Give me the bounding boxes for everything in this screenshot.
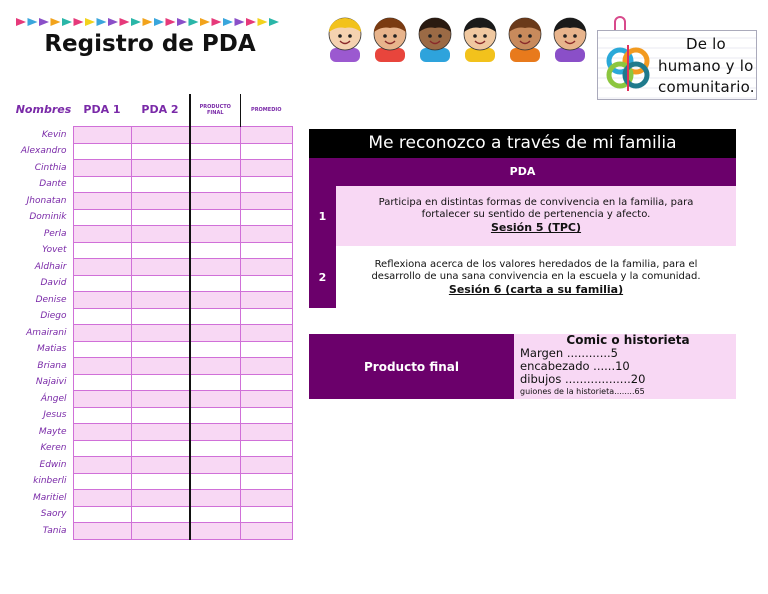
table-row <box>14 358 292 375</box>
criterion-item: encabezado ......10 <box>520 359 630 373</box>
field-badge-line-3: comunitario. <box>658 78 755 96</box>
table-row <box>14 226 292 243</box>
pda-2-cell[interactable] <box>131 523 190 540</box>
final-product-cell[interactable] <box>190 358 240 375</box>
final-product-cell[interactable] <box>190 374 240 391</box>
final-product-cell[interactable] <box>190 341 240 358</box>
topic-panel <box>309 129 736 306</box>
average-cell[interactable] <box>240 341 292 358</box>
triangle-ornament <box>154 18 164 26</box>
column-header-pda-2: PDA 2 <box>141 103 179 116</box>
table-row <box>14 490 292 507</box>
pda-2-cell[interactable] <box>131 226 190 243</box>
pda-1-cell[interactable] <box>73 127 131 144</box>
student-name: Jesus <box>43 410 67 421</box>
topic-title: Me reconozco a través de mi familia <box>309 129 736 158</box>
child-figure <box>554 18 586 62</box>
pda-number: 1 <box>309 186 336 246</box>
table-row <box>14 457 292 474</box>
triangle-ornament <box>235 18 245 26</box>
final-product-cell[interactable] <box>190 176 240 193</box>
average-cell[interactable] <box>240 473 292 490</box>
decorative-triangle-border <box>16 17 286 27</box>
pda-2-cell[interactable] <box>131 473 190 490</box>
table-row <box>14 292 292 309</box>
final-product-cell[interactable] <box>190 127 240 144</box>
average-cell[interactable] <box>240 374 292 391</box>
child-figure <box>464 18 496 62</box>
student-name: Denise <box>35 294 67 305</box>
student-name: Saory <box>40 509 67 520</box>
pda-text: Participa en distintas formas de convivencia en la familia, para fortalecer su sentido de pertenencia y afecto. <box>378 197 694 220</box>
pda-2-cell[interactable] <box>131 341 190 358</box>
average-cell[interactable] <box>240 325 292 342</box>
triangle-ornament <box>120 18 130 26</box>
average-cell[interactable] <box>240 391 292 408</box>
table-row <box>14 424 292 441</box>
column-header-average: PROMEDIO <box>240 94 292 127</box>
criterion-item: Margen ............5 <box>520 346 618 360</box>
pda-1-cell[interactable] <box>73 259 131 276</box>
average-cell[interactable] <box>240 424 292 441</box>
pda-2-cell[interactable] <box>131 374 190 391</box>
student-name: Dominik <box>29 212 67 223</box>
student-name: Edwin <box>39 459 67 470</box>
student-name: Matias <box>36 344 67 355</box>
average-cell[interactable] <box>240 275 292 292</box>
final-product-cell[interactable] <box>190 259 240 276</box>
triangle-ornament <box>85 18 95 26</box>
final-product-cell[interactable] <box>190 242 240 259</box>
student-name: kinberli <box>33 476 67 487</box>
pda-1-cell[interactable] <box>73 358 131 375</box>
table-row <box>14 391 292 408</box>
average-cell[interactable] <box>240 457 292 474</box>
average-cell[interactable] <box>240 358 292 375</box>
child-figure <box>374 18 406 62</box>
table-row <box>14 275 292 292</box>
page-title <box>40 30 260 72</box>
triangle-ornament <box>189 18 199 26</box>
final-product-cell[interactable] <box>190 490 240 507</box>
triangle-ornament <box>74 18 84 26</box>
pda-1-cell[interactable] <box>73 391 131 408</box>
final-product-criteria <box>514 334 736 399</box>
pda-1-cell[interactable] <box>73 424 131 441</box>
student-name: Yovet <box>42 245 67 256</box>
table-row <box>14 176 292 193</box>
average-cell[interactable] <box>240 160 292 177</box>
triangle-ornament <box>223 18 233 26</box>
student-name: David <box>40 278 67 289</box>
final-product-cell[interactable] <box>190 440 240 457</box>
pda-session: Sesión 6 (carta a su familia) <box>448 283 624 296</box>
triangle-ornament <box>97 18 107 26</box>
triangle-ornament <box>108 18 118 26</box>
pda-1-cell[interactable] <box>73 506 131 523</box>
pda-header: PDA <box>309 158 736 186</box>
pda-2-cell[interactable] <box>131 407 190 424</box>
pda-2-cell[interactable] <box>131 242 190 259</box>
table-row <box>14 374 292 391</box>
final-product-cell[interactable] <box>190 473 240 490</box>
pda-session: Sesión 5 (TPC) <box>490 221 582 234</box>
pda-2-cell[interactable] <box>131 127 190 144</box>
triangle-ornament <box>200 18 210 26</box>
pda-row <box>309 246 736 306</box>
field-badge-line-1: De lo <box>686 35 726 53</box>
table-body <box>14 127 292 540</box>
table-row <box>14 209 292 226</box>
student-name: Cinthia <box>34 162 67 173</box>
column-header-names: Nombres <box>15 103 72 117</box>
triangle-ornament <box>246 18 256 26</box>
pda-2-cell[interactable] <box>131 209 190 226</box>
pda-1-cell[interactable] <box>73 143 131 160</box>
table-row <box>14 242 292 259</box>
pda-1-cell[interactable] <box>73 176 131 193</box>
pda-2-cell[interactable] <box>131 490 190 507</box>
final-product-cell[interactable] <box>190 143 240 160</box>
triangle-ornament <box>143 18 153 26</box>
final-product-cell[interactable] <box>190 292 240 309</box>
final-product-cell[interactable] <box>190 325 240 342</box>
student-name: Tania <box>42 525 67 536</box>
table-row <box>14 143 292 160</box>
children-banner-illustration <box>323 10 598 62</box>
average-cell[interactable] <box>240 209 292 226</box>
pda-1-cell[interactable] <box>73 242 131 259</box>
student-name: Alexandro <box>20 146 67 157</box>
pda-2-cell[interactable] <box>131 424 190 441</box>
final-product-cell[interactable] <box>190 226 240 243</box>
criterion-item: guiones de la historieta........65 <box>520 387 645 396</box>
final-product-cell[interactable] <box>190 424 240 441</box>
pda-2-cell[interactable] <box>131 193 190 210</box>
pda-1-cell[interactable] <box>73 523 131 540</box>
pda-1-cell[interactable] <box>73 473 131 490</box>
colorful-knot-logo-icon <box>602 41 654 93</box>
pda-1-cell[interactable] <box>73 209 131 226</box>
student-name: Mayte <box>38 426 67 437</box>
triangle-ornament <box>39 18 49 26</box>
triangle-ornament <box>62 18 72 26</box>
final-product-box <box>309 334 736 399</box>
average-cell[interactable] <box>240 242 292 259</box>
average-cell[interactable] <box>240 143 292 160</box>
table-row <box>14 523 292 540</box>
pda-2-cell[interactable] <box>131 160 190 177</box>
student-name: Kevin <box>41 129 67 140</box>
final-product-cell[interactable] <box>190 308 240 325</box>
pda-1-cell[interactable] <box>73 193 131 210</box>
student-grade-table <box>14 94 293 540</box>
triangle-ornament <box>28 18 38 26</box>
triangle-ornament <box>166 18 176 26</box>
table-row <box>14 506 292 523</box>
triangle-ornament <box>258 18 268 26</box>
final-product-cell[interactable] <box>190 506 240 523</box>
pda-2-cell[interactable] <box>131 275 190 292</box>
final-product-heading: Comic o historieta <box>566 333 690 347</box>
pda-1-cell[interactable] <box>73 308 131 325</box>
triangle-ornament <box>269 18 279 26</box>
student-name: Diego <box>40 311 67 322</box>
final-product-cell[interactable] <box>190 160 240 177</box>
final-product-label: Producto final <box>309 334 514 399</box>
pda-description <box>336 186 736 246</box>
page-title-text: Registro de PDA <box>44 31 256 57</box>
pda-2-cell[interactable] <box>131 391 190 408</box>
pda-2-cell[interactable] <box>131 440 190 457</box>
average-cell[interactable] <box>240 292 292 309</box>
student-name: Keren <box>40 443 67 454</box>
field-badge <box>597 16 757 100</box>
pda-row <box>309 186 736 246</box>
student-name: Amairani <box>26 327 67 338</box>
pda-2-cell[interactable] <box>131 457 190 474</box>
average-cell[interactable] <box>240 490 292 507</box>
table-row <box>14 407 292 424</box>
average-cell[interactable] <box>240 523 292 540</box>
pda-1-cell[interactable] <box>73 226 131 243</box>
average-cell[interactable] <box>240 407 292 424</box>
child-figure <box>509 18 541 62</box>
student-name: Dante <box>39 179 67 190</box>
pda-1-cell[interactable] <box>73 457 131 474</box>
average-cell[interactable] <box>240 259 292 276</box>
table-row <box>14 341 292 358</box>
final-product-cell[interactable] <box>190 275 240 292</box>
final-product-cell[interactable] <box>190 407 240 424</box>
average-cell[interactable] <box>240 127 292 144</box>
table-header-row <box>14 94 292 127</box>
student-name: Briana <box>37 360 67 371</box>
table-row <box>14 325 292 342</box>
pda-1-cell[interactable] <box>73 292 131 309</box>
pda-1-cell[interactable] <box>73 374 131 391</box>
pda-1-cell[interactable] <box>73 160 131 177</box>
pda-2-cell[interactable] <box>131 176 190 193</box>
triangle-ornament <box>51 18 61 26</box>
pda-2-cell[interactable] <box>131 325 190 342</box>
student-name: Perla <box>43 228 67 239</box>
field-badge-card <box>597 30 757 100</box>
triangle-ornament <box>16 18 26 26</box>
triangle-ornament <box>177 18 187 26</box>
final-product-cell[interactable] <box>190 209 240 226</box>
average-cell[interactable] <box>240 193 292 210</box>
final-product-cell[interactable] <box>190 391 240 408</box>
average-cell[interactable] <box>240 506 292 523</box>
pda-number: 2 <box>309 246 336 308</box>
pda-1-cell[interactable] <box>73 341 131 358</box>
pda-description <box>336 246 736 306</box>
criterion-item: dibujos ..................20 <box>520 372 646 386</box>
table-row <box>14 193 292 210</box>
student-name: Jhonatan <box>26 195 67 206</box>
child-figure <box>419 18 451 62</box>
column-header-pda-1: PDA 1 <box>83 103 121 116</box>
table-row <box>14 259 292 276</box>
pda-1-cell[interactable] <box>73 407 131 424</box>
column-header-final-product: PRODUCTO FINAL <box>190 94 240 127</box>
final-product-cell[interactable] <box>190 523 240 540</box>
pda-1-cell[interactable] <box>73 490 131 507</box>
table-row <box>14 308 292 325</box>
student-name: Aldhair <box>34 261 67 272</box>
pda-2-cell[interactable] <box>131 143 190 160</box>
pda-2-cell[interactable] <box>131 292 190 309</box>
pda-1-cell[interactable] <box>73 275 131 292</box>
student-name: Ángel <box>40 393 67 404</box>
student-name: Maritiel <box>32 492 67 503</box>
pda-2-cell[interactable] <box>131 506 190 523</box>
table-row <box>14 127 292 144</box>
pda-text: Reflexiona acerca de los valores heredados de la familia, para el desarrollo de una sana convivencia en la escuela y la comunidad. <box>371 259 701 282</box>
child-figure <box>329 18 361 62</box>
final-product-cell[interactable] <box>190 193 240 210</box>
student-name: Najaivi <box>35 377 67 388</box>
average-cell[interactable] <box>240 308 292 325</box>
average-cell[interactable] <box>240 440 292 457</box>
field-badge-line-2: humano y lo <box>658 57 754 75</box>
average-cell[interactable] <box>240 176 292 193</box>
final-product-cell[interactable] <box>190 457 240 474</box>
triangle-ornament <box>212 18 222 26</box>
pda-1-cell[interactable] <box>73 440 131 457</box>
table-row <box>14 440 292 457</box>
pda-2-cell[interactable] <box>131 308 190 325</box>
table-row <box>14 473 292 490</box>
pda-2-cell[interactable] <box>131 358 190 375</box>
triangle-ornament <box>131 18 141 26</box>
pda-1-cell[interactable] <box>73 325 131 342</box>
pda-2-cell[interactable] <box>131 259 190 276</box>
table-row <box>14 160 292 177</box>
average-cell[interactable] <box>240 226 292 243</box>
